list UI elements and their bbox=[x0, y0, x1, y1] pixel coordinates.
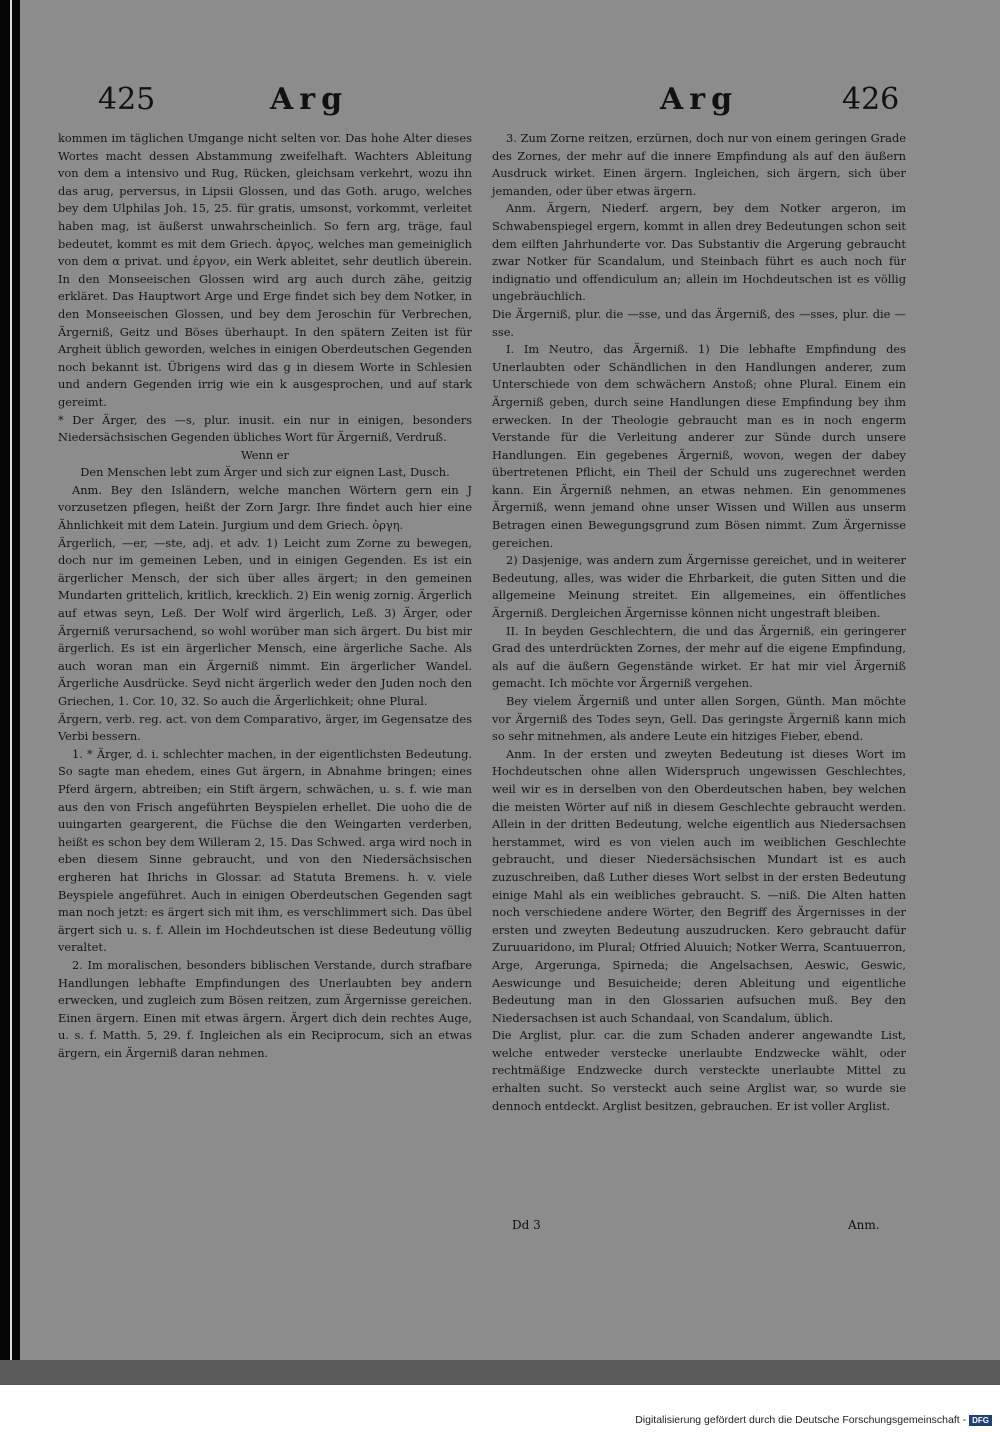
entry-aerger: * Der Ärger, des —s, plur. inusit. ein nur in einigen, besonders Niedersächsischen Gegenden übliches Wort für Ärgerniß, Verdruß. bbox=[58, 412, 472, 445]
page-number-right: 426 bbox=[842, 82, 900, 117]
entry-aergerniss: Die Ärgerniß, plur. die —sse, und das Ärgerniß, des —sses, plur. die —sse. bbox=[492, 306, 906, 339]
catchword: Anm. bbox=[848, 1218, 880, 1232]
sense-1: 1. * Ärger, d. i. schlechter machen, in der eigentlichsten Bedeutung. So sagte man ehedem, eines Gut ärgern, in Abnahme bringen; eines Pferd ärgern, abtreiben; ein Stift ärgern, schwächen, u. s. f. wie man aus den von Frisch angeführten Beyspielen erhellet. Die uoho die de uuingarten geargerent, die Füchse die den Weingarten verderben, heißt es schon bey dem Willeram 2, 15. Das Schwed. arga wird noch in eben diesem Sinne gebraucht, und von den Niedersächsischen ergheren hat Ihrichs in Glossar. ad Statuta Bremens. h. v. viele Beyspiele angeführet. Auch in einigen Oberdeutschen Gegenden sagt man noch jetzt: es ärgert sich mit ihm, es verschlimmert sich. Das übel ärgert sich u. s. f. Allein im Hochdeutschen ist diese Bedeutung völlig veraltet. bbox=[58, 746, 472, 955]
sense-neutro: I. Im Neutro, das Ärgerniß. 1) Die lebhafte Empfindung des Unerlaubten oder Schändlichen in den Handlungen anderer, zum Unterschiede von dem schwächern Anstoß; ohne Plural. Einem ein Ärgerniß geben, durch seine Handlungen diese Empfindung bey ihm erwecken. In der Theologie gebraucht man es in noch engerm Verstande für die Verleitung anderer zur Sünde durch unsere Handlungen. Ein gegebenes Ärgerniß, wovon, wegen der dabey übertretenen Pflicht, ein Theil der Schuld uns zugerechnet werden kann. Ein Ärgerniß nehmen, an etwas nehmen. Ein genommenes Ärgerniß, wenn jemand ohne unser Wissen und Willen aus unserm Betragen einen Bewegungsgrund zum Bösen nimmt. Zum Ärgernisse gereichen. bbox=[492, 342, 906, 550]
quotations: Bey vielem Ärgerniß und unter allen Sorgen, Günth. Man möchte vor Ärgerniß des Todes seyn, Gell. Das geringste Ärgerniß kann mich so sehr mitnehmen, als andere Leute ein hitziges Fieber, ebend. bbox=[492, 694, 906, 744]
signature-mark: Dd 3 bbox=[512, 1218, 541, 1232]
quote-verse: Den Menschen lebt zum Ärger und sich zur eignen Last, Dusch. bbox=[80, 465, 450, 480]
entry-aergern: Ärgern, verb. reg. act. von dem Comparativo, ärger, im Gegensatze des Verbi bessern. bbox=[58, 711, 472, 744]
annotation: Anm. Bey den Isländern, welche manchen Wörtern gern ein J vorzusetzen pflegen, heißt der Zorn Jargr. Ihre findet auch hier eine Ähnlichkeit mit dem Latein. Jurgium und dem Griech. ὀργη. bbox=[58, 482, 472, 533]
quote-intro: Wenn er bbox=[241, 447, 289, 462]
right-column bbox=[492, 130, 906, 1115]
scan-bottom-edge bbox=[0, 1360, 1000, 1385]
left-column bbox=[58, 130, 472, 1062]
sense-3: 3. Zum Zorne reitzen, erzürnen, doch nur von einem geringen Grade des Zornes, der mehr auf die innere Empfindung als auf den äußern Ausdruck wirket. Einen ärgern. Ingleichen, sich ärgern, sich über jemanden, oder über etwas ärgern. bbox=[492, 131, 906, 198]
paragraph: kommen im täglichen Umgange nicht selten vor. Das hohe Alter dieses Wortes macht dessen Abstammung zweifelhaft. Wachters Ableitung von dem a intensivo und Rug, Rücken, gleichsam verkehrt, wozu ihn das arug, perversus, in Lipsii Glossen, und das Goth. arugo, welches bey dem Ulphilas Joh. 15, 25. für gratis, umsonst, vorkommt, verleitet haben mag, ist äußerst unwahrscheinlich. So fern arg, träge, faul bedeutet, kommt es mit dem Griech. ἀργος, welches man gemeiniglich von dem α privat. und ἐργον, ein Werk ableitet, sehr deutlich überein. In den Monseeischen Glossen wird arg auch durch zähe, geitzig erkläret. Das Hauptwort Arge und Erge findet sich bey dem Notker, in den Monseeischen Glossen, und bey dem Jeroschin für Verbrechen, Ärgerniß, Geitz und Böses überhaupt. In den spätern Zeiten ist für Argheit üblich geworden, welches in einigen Oberdeutschen Gegenden noch bekannt ist. Übrigens wird das g in diesem Worte in Schlesien und andern Gegenden irrig wie ein k ausgesprochen, und auf stark gereimt. bbox=[58, 131, 472, 409]
funding-credit bbox=[635, 1414, 992, 1426]
page-number-left: 425 bbox=[98, 82, 156, 117]
running-head-right: Arg bbox=[660, 82, 739, 117]
sense-2: 2. Im moralischen, besonders biblischen Verstande, durch strafbare Handlungen lebhafte Empfindungen des Unerlaubten bey andern erwecken, und zugleich zum Bösen reitzen, zum Ärgernisse gereichen. Einen ärgern. Einen mit etwas ärgern. Ärgert dich dein rechtes Auge, u. s. f. Matth. 5, 29. f. Ingleichen als ein Reciprocum, sich an etwas ärgern, ein Ärgerniß daran nehmen. bbox=[58, 957, 472, 1060]
credit-text: Digitalisierung gefördert durch die Deutsche Forschungsgemeinschaft - bbox=[635, 1414, 967, 1426]
sense-both-genders: II. In beyden Geschlechtern, die und das Ärgerniß, ein geringerer Grad des unterdrückten Zornes, der mehr auf die eigene Empfindung, als auf die äußern Gegenstände wirket. Er hat mir viel Ärgerniß gemacht. Ich möchte vor Ärgerniß vergehen. bbox=[492, 623, 906, 691]
entry-aergerlich: Ärgerlich, —er, —ste, adj. et adv. 1) Leicht zum Zorne zu bewegen, doch nur im gemeinen Leben, und in einigen Gegenden. Es ist ein ärgerlicher Mensch, der sich über alles ärgert; in den gemeinen Mundarten grittelich, kritlich, krecklich. 2) Ein wenig zornig. Ärgerlich auf etwas seyn, Leß. Der Wolf wird ärgerlich, Leß. 3) Ärger, oder Ärgerniß verursachend, so wohl worüber man sich ärgert. Du bist mir ärgerlich. Es ist ein ärgerlicher Mensch, eine ärgerliche Sache. Als auch woran man ein Ärgerniß nimmt. Ein ärgerlicher Wandel. Ärgerliche Ausdrücke. Seyd nicht ärgerlich weder den Juden noch den Griechen, 1. Cor. 10, 32. So auch die Ärgerlichkeit; ohne Plural. bbox=[58, 535, 472, 708]
scan-margin-line bbox=[10, 0, 12, 1385]
annotation-long: Anm. In der ersten und zweyten Bedeutung ist dieses Wort im Hochdeutschen ohne allen Widerspruch ungewissen Geschlechtes, weil wir es in derselben von den Oberdeutschen haben, bey welchen die meisten Wörter auf niß in diesem Geschlechte gebraucht werden. Allein in der dritten Bedeutung, welche eigentlich aus Niedersachsen herstammet, wird es von vielen auch im weiblichen Geschlechte gebraucht, und dieser Niedersächsischen Mundart ist es auch zuzuschreiben, daß Luther dieses Wort selbst in der ersten Bedeutung einige Mahl als ein weibliches gebraucht. S. —niß. Die Alten hatten noch verschiedene andere Wörter, den Begriff des Ärgernisses in der ersten und zweyten Bedeutung auszudrucken. Kero gebraucht dafür Zuruuaridono, im Plural; Otfried Aluuich; Notker Werra, Scantuuerron, Arge, Argerunga, Spirneda; die Angelsachsen, Aeswic, Geswic, Aeswicunge und Besuicheide; deren Ableitung und eigentliche Bedeutung man in den Glossarien aufsuchen muß. Bey den Niedersachsen ist auch Schandaal, von Scandalum, üblich. bbox=[492, 746, 906, 1025]
dfg-logo: DFG bbox=[969, 1415, 992, 1426]
entry-arglist: Die Arglist, plur. car. die zum Schaden anderer angewandte List, welche entweder verstecke unerlaubte Endzwecke wählt, oder rechtmäßige Endzwecke durch versteckte unerlaubte Mittel zu erhalten sucht. So versteckt auch seine Arglist war, so wurde sie dennoch entdeckt. Arglist besitzen, gebrauchen. Er ist voller Arglist. bbox=[492, 1028, 906, 1113]
annotation: Anm. Ärgern, Niederf. argern, bey dem Notker argeron, im Schwabenspiegel ergern, kommt in allen drey Bedeutungen schon seit dem eilften Jahrhunderte vor. Das Substantiv die Argerung gebraucht zwar Notker für Scandalum, und Steinbach führt es auch noch für indignatio und offendiculum an; allein im Hochdeutschen ist es völlig ungebräuchlich. bbox=[492, 201, 906, 304]
running-head-left: Arg bbox=[270, 82, 349, 117]
sense-neutro-2: 2) Dasjenige, was andern zum Ärgernisse gereichet, und in weiterer Bedeutung, alles, was wider die Ehrbarkeit, die guten Sitten und die allgemeine Meinung streitet. Ein allgemeines, ein öffentliches Ärgerniß. Dergleichen Ärgernisse können nicht ungestraft bleiben. bbox=[492, 553, 906, 621]
